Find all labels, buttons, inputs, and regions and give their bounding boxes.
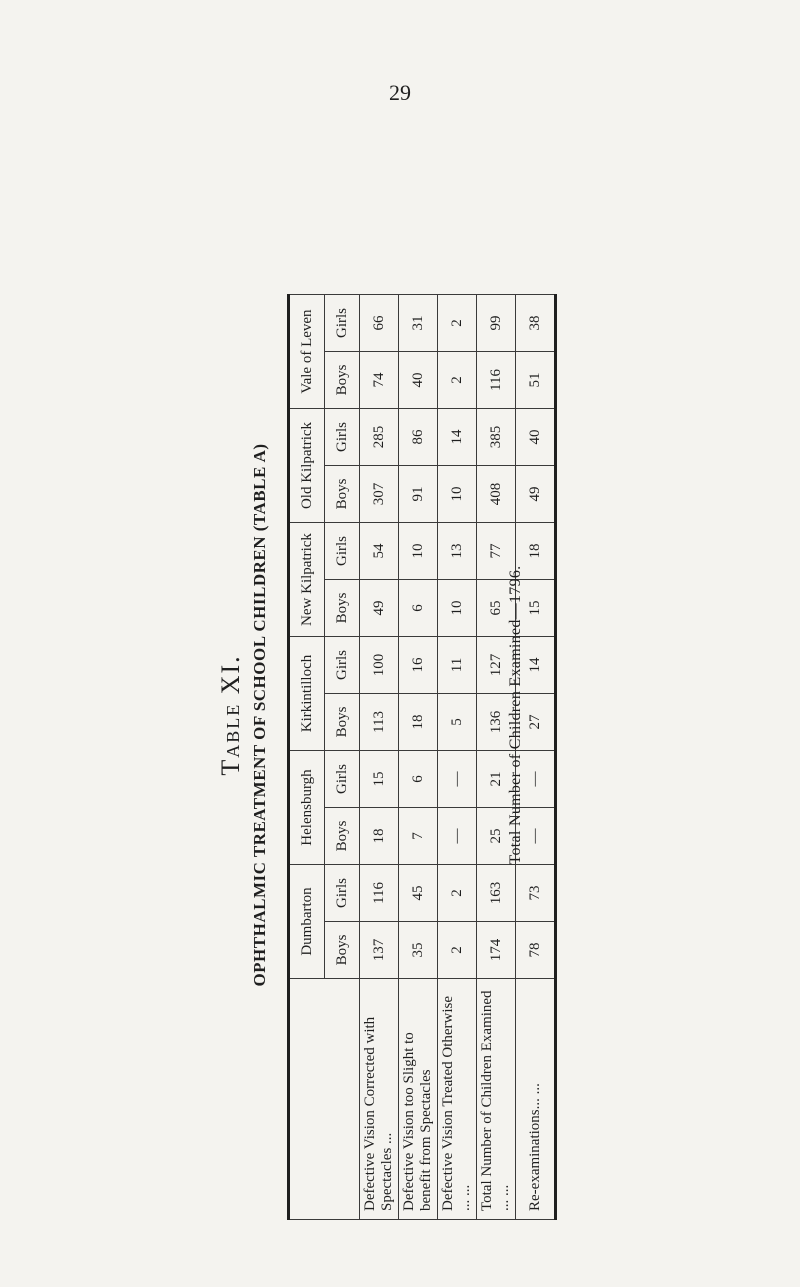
table-cell: 13 xyxy=(438,523,477,580)
sex-header: Girls xyxy=(325,865,360,922)
table-cell: 18 xyxy=(360,808,399,865)
table-cell: 100 xyxy=(360,637,399,694)
table-cell: 163 xyxy=(477,865,516,922)
burgh-header: Kirkintilloch xyxy=(289,637,325,751)
table-cell: 2 xyxy=(438,352,477,409)
table-cell: 49 xyxy=(360,580,399,637)
table-cell: 2 xyxy=(438,865,477,922)
table-cell: 7 xyxy=(399,808,438,865)
table-title: OPHTHALMIC TREATMENT OF SCHOOL CHILDREN (TABLE A) xyxy=(250,443,269,987)
table-cell: 14 xyxy=(516,637,556,694)
table-cell: 136 xyxy=(477,694,516,751)
table-cell: 15 xyxy=(516,580,556,637)
sex-header: Girls xyxy=(325,409,360,466)
table-cell: 137 xyxy=(360,922,399,979)
table-cell: 78 xyxy=(516,922,556,979)
table-cell: 40 xyxy=(399,352,438,409)
table-cell: 27 xyxy=(516,694,556,751)
table-cell: 18 xyxy=(399,694,438,751)
table-cell: 51 xyxy=(516,352,556,409)
row-label: Defective Vision Treated Otherwise ... ... xyxy=(438,979,477,1220)
table-cell: 86 xyxy=(399,409,438,466)
sex-header: Girls xyxy=(325,751,360,808)
table-cell: 307 xyxy=(360,466,399,523)
table-cell: — xyxy=(438,751,477,808)
table-cell: 35 xyxy=(399,922,438,979)
table-cell: 10 xyxy=(438,466,477,523)
sex-header: Boys xyxy=(325,694,360,751)
table-cell: 174 xyxy=(477,922,516,979)
corner-cell xyxy=(289,979,360,1220)
sex-header: Girls xyxy=(325,523,360,580)
burgh-header: Old Kilpatrick xyxy=(289,409,325,523)
table-cell: 116 xyxy=(477,352,516,409)
table-cell: 15 xyxy=(360,751,399,808)
table-cell: 25 xyxy=(477,808,516,865)
table-cell: 385 xyxy=(477,409,516,466)
sex-header: Boys xyxy=(325,922,360,979)
table-cell: — xyxy=(516,808,556,865)
row-label: Re-examinations... ... xyxy=(516,979,556,1220)
sex-header: Boys xyxy=(325,580,360,637)
table-cell: 5 xyxy=(438,694,477,751)
table-cell: 91 xyxy=(399,466,438,523)
table-footnote: Total Number of Children Examined—1796. xyxy=(507,565,524,865)
table-caption xyxy=(215,210,273,1220)
table-row xyxy=(438,295,477,1220)
table-cell: 54 xyxy=(360,523,399,580)
table-cell: 66 xyxy=(360,295,399,352)
table-cell: 21 xyxy=(477,751,516,808)
table-cell: 14 xyxy=(438,409,477,466)
table-cell: 285 xyxy=(360,409,399,466)
burgh-header: Helensburgh xyxy=(289,751,325,865)
sex-header: Girls xyxy=(325,637,360,694)
burgh-header-row xyxy=(289,295,325,1220)
table-cell: 113 xyxy=(360,694,399,751)
burgh-header: Vale of Leven xyxy=(289,295,325,409)
table-label: Table XI. xyxy=(216,654,245,776)
table-cell: 65 xyxy=(477,580,516,637)
table-cell: 49 xyxy=(516,466,556,523)
page-number: 29 xyxy=(389,80,411,105)
table-cell: 74 xyxy=(360,352,399,409)
table-cell: 31 xyxy=(399,295,438,352)
table-cell: 127 xyxy=(477,637,516,694)
table-row xyxy=(360,295,399,1220)
table-cell: 2 xyxy=(438,295,477,352)
row-label: Total Number of Children Examined ... ... xyxy=(477,979,516,1220)
row-label: Defective Vision too Slight to benefit from Spectacles xyxy=(399,979,438,1220)
table-cell: 116 xyxy=(360,865,399,922)
table-cell: — xyxy=(438,808,477,865)
table-cell: 10 xyxy=(438,580,477,637)
rotated-table-block xyxy=(215,210,585,1220)
table-cell: 10 xyxy=(399,523,438,580)
sex-header: Boys xyxy=(325,808,360,865)
table-row xyxy=(399,295,438,1220)
table-cell: 99 xyxy=(477,295,516,352)
burgh-header: Dumbarton xyxy=(289,865,325,979)
table-cell: 38 xyxy=(516,295,556,352)
table-cell: 6 xyxy=(399,580,438,637)
sex-header: Girls xyxy=(325,295,360,352)
table-cell: 40 xyxy=(516,409,556,466)
table-cell: 6 xyxy=(399,751,438,808)
row-label: Defective Vision Corrected with Spectacles ... xyxy=(360,979,399,1220)
table-cell: 16 xyxy=(399,637,438,694)
burgh-header: New Kilpatrick xyxy=(289,523,325,637)
table-cell: 11 xyxy=(438,637,477,694)
table-cell: 45 xyxy=(399,865,438,922)
sex-header: Boys xyxy=(325,466,360,523)
sex-header: Boys xyxy=(325,352,360,409)
table-cell: — xyxy=(516,751,556,808)
table-cell: 18 xyxy=(516,523,556,580)
table-cell: 77 xyxy=(477,523,516,580)
table-cell: 408 xyxy=(477,466,516,523)
table-cell: 73 xyxy=(516,865,556,922)
table-cell: 2 xyxy=(438,922,477,979)
